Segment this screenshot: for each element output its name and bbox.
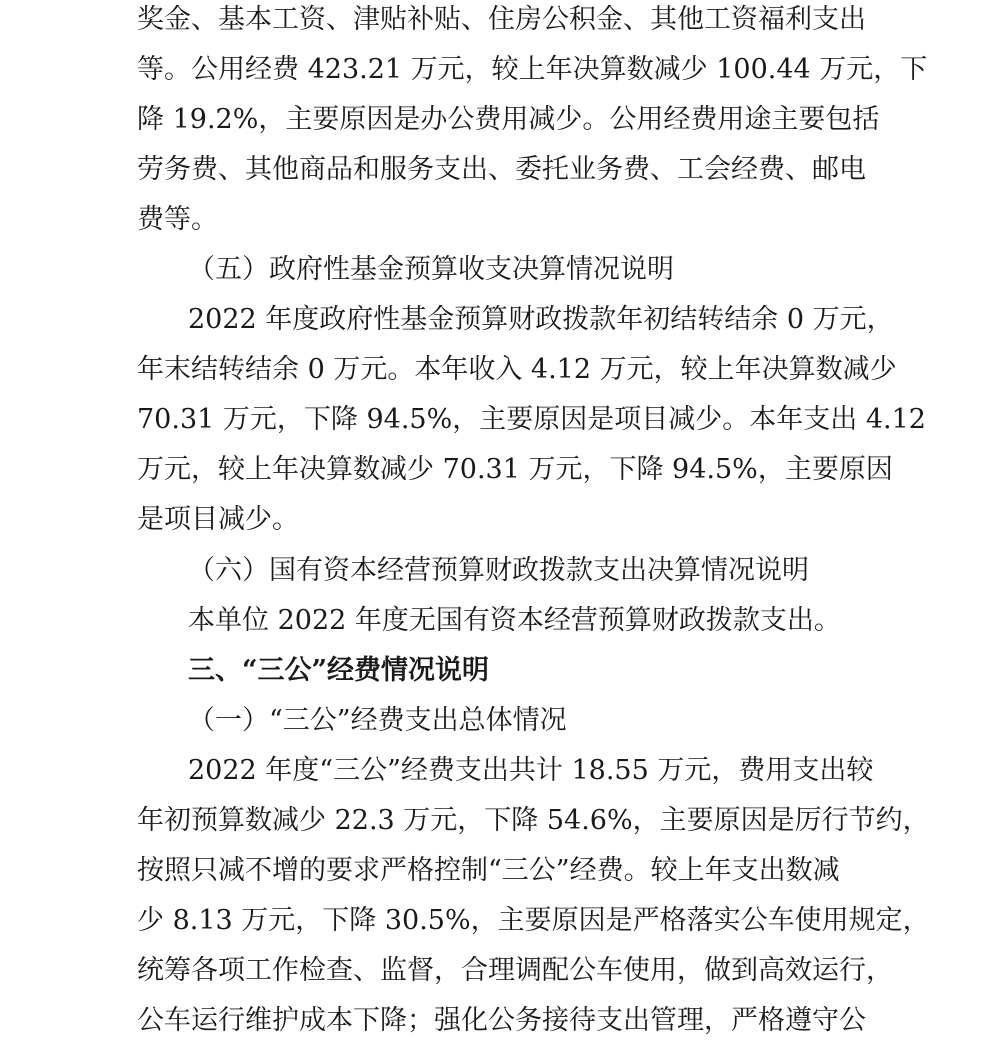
body-text-line: 2022 年度“三公”经费支出共计 18.55 万元，费用支出较: [188, 755, 874, 786]
section-heading-3: 三、“三公”经费情况说明: [188, 655, 490, 686]
body-text-line: 降 19.2%，主要原因是办公费用减少。公用经费用途主要包括: [137, 104, 880, 135]
subsection-heading-6: （六）国有资本经营预算财政拨款支出决算情况说明: [188, 555, 809, 586]
body-text-line: 公车运行维护成本下降；强化公务接待支出管理，严格遵守公: [137, 1005, 866, 1036]
body-text-line: 年末结转结余 0 万元。本年收入 4.12 万元，较上年决算数减少: [137, 354, 897, 385]
body-text-line: 费等。: [137, 204, 218, 235]
subsection-heading-1: （一）“三公”经费支出总体情况: [188, 705, 567, 736]
body-text-line: 统筹各项工作检查、监督，合理调配公车使用，做到高效运行，: [137, 955, 893, 986]
body-text-line: 2022 年度政府性基金预算财政拨款年初结转结余 0 万元，: [188, 304, 894, 335]
body-text-line: 劳务费、其他商品和服务支出、委托业务费、工会经费、邮电: [137, 154, 866, 185]
body-text-line: 奖金、基本工资、津贴补贴、住房公积金、其他工资福利支出: [137, 4, 866, 35]
subsection-heading-5: （五）政府性基金预算收支决算情况说明: [188, 254, 674, 285]
body-text-line: 70.31 万元，下降 94.5%，主要原因是项目减少。本年支出 4.12: [137, 404, 926, 435]
body-text-line: 本单位 2022 年度无国有资本经营预算财政拨款支出。: [188, 605, 841, 636]
body-text-line: 等。公用经费 423.21 万元，较上年决算数减少 100.44 万元，下: [137, 54, 928, 85]
body-text-line: 是项目减少。: [137, 504, 299, 535]
body-text-line: 按照只减不增的要求严格控制“三公”经费。较上年支出数减: [137, 855, 840, 886]
body-text-line: 年初预算数减少 22.3 万元，下降 54.6%，主要原因是厉行节约，: [137, 805, 930, 836]
body-text-line: 万元，较上年决算数减少 70.31 万元，下降 94.5%，主要原因: [137, 454, 893, 485]
body-text-line: 少 8.13 万元，下降 30.5%，主要原因是严格落实公车使用规定，: [137, 905, 930, 936]
